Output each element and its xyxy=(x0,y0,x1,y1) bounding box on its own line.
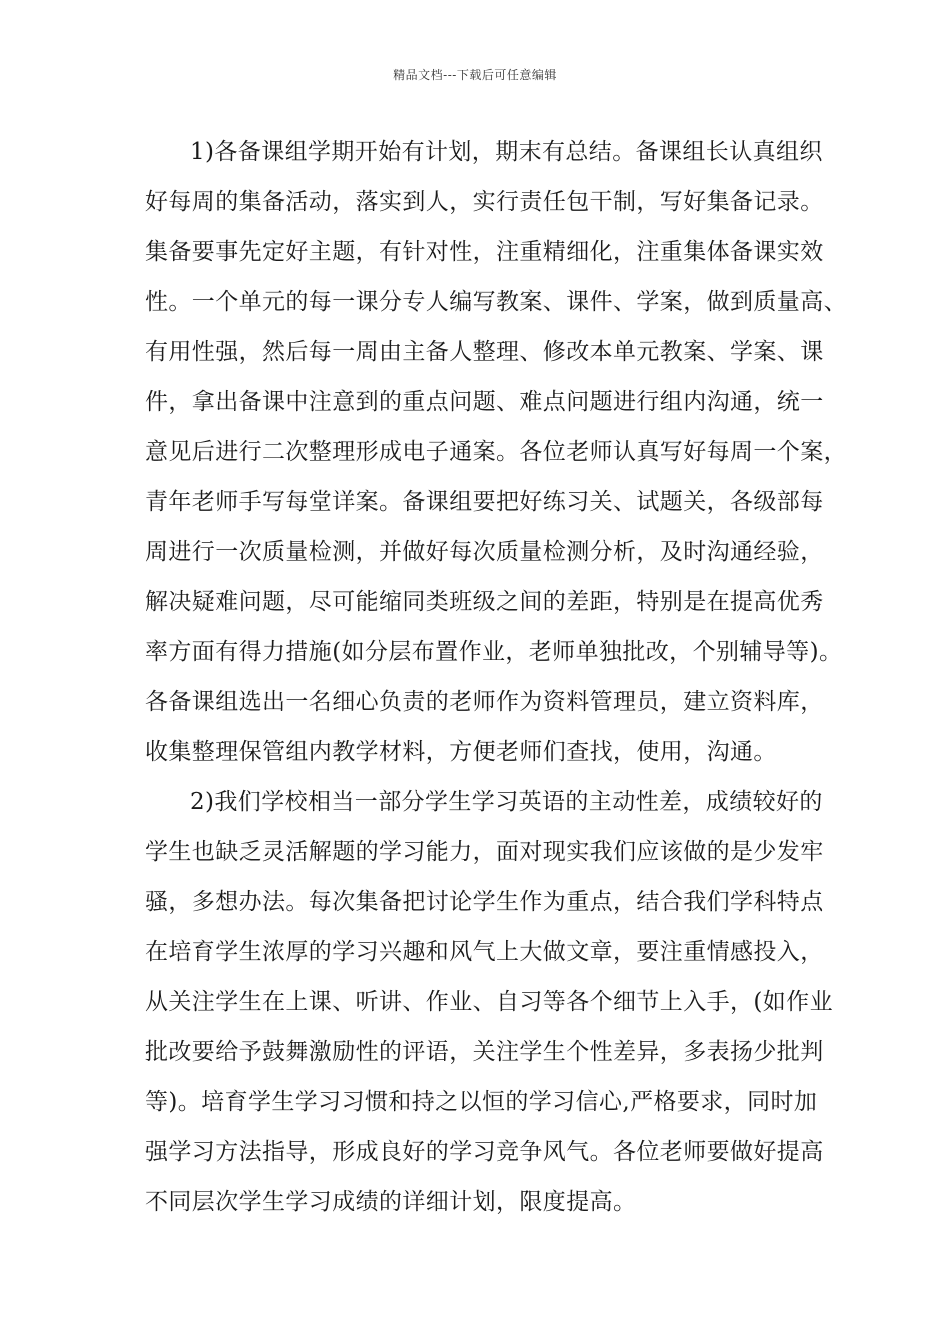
text-line: 从关注学生在上课、听讲、作业、自习等各个细节上入手，(如作业 xyxy=(145,989,833,1015)
page-header: 精品文档---下载后可任意编辑 xyxy=(393,68,557,82)
text-line: 率方面有得力措施(如分层布置作业，老师单独批改，个别辅导等)。 xyxy=(145,639,843,665)
text-line: 集备要事先定好主题，有针对性，注重精细化，注重集体备课实效 xyxy=(145,239,824,265)
text-line: 2)我们学校相当一部分学生学习英语的主动性差，成绩较好的 xyxy=(190,789,823,815)
text-line: 性。一个单元的每一课分专人编写教案、课件、学案，做到质量高、 xyxy=(145,289,847,315)
text-line: 件，拿出备课中注意到的重点问题、难点问题进行组内沟通，统一 xyxy=(145,389,824,415)
text-line: 学生也缺乏灵活解题的学习能力，面对现实我们应该做的是少发牢 xyxy=(145,839,824,865)
text-line: 1)各备课组学期开始有计划，期末有总结。备课组长认真组织 xyxy=(190,139,823,165)
text-line: 好每周的集备活动，落实到人，实行责任包干制，写好集备记录。 xyxy=(145,189,824,215)
text-line: 批改要给予鼓舞激励性的评语，关注学生个性差异，多表扬少批判 xyxy=(145,1039,824,1065)
text-line: 不同层次学生学习成绩的详细计划，限度提高。 xyxy=(145,1189,637,1215)
text-line: 各备课组选出一名细心负责的老师作为资料管理员，建立资料库， xyxy=(145,689,824,715)
text-line: 骚，多想办法。每次集备把讨论学生作为重点，结合我们学科特点 xyxy=(145,889,824,915)
text-line: 解决疑难问题，尽可能缩同类班级之间的差距，特别是在提高优秀 xyxy=(145,589,824,615)
text-line: 青年老师手写每堂详案。备课组要把好练习关、试题关，各级部每 xyxy=(145,489,824,515)
text-line: 在培育学生浓厚的学习兴趣和风气上大做文章，要注重情感投入， xyxy=(145,939,824,965)
text-line: 收集整理保管组内教学材料，方便老师们查找，使用，沟通。 xyxy=(145,739,777,765)
text-line: 周进行一次质量检测，并做好每次质量检测分析，及时沟通经验， xyxy=(145,539,824,565)
text-line: 有用性强，然后每一周由主备人整理、修改本单元教案、学案、课 xyxy=(145,339,824,365)
text-line: 等)。培育学生学习习惯和持之以恒的学习信心,严格要求，同时加 xyxy=(145,1089,818,1115)
text-line: 意见后进行二次整理形成电子通案。各位老师认真写好每周一个案， xyxy=(145,439,847,465)
text-line: 强学习方法指导，形成良好的学习竞争风气。各位老师要做好提高 xyxy=(145,1139,824,1165)
